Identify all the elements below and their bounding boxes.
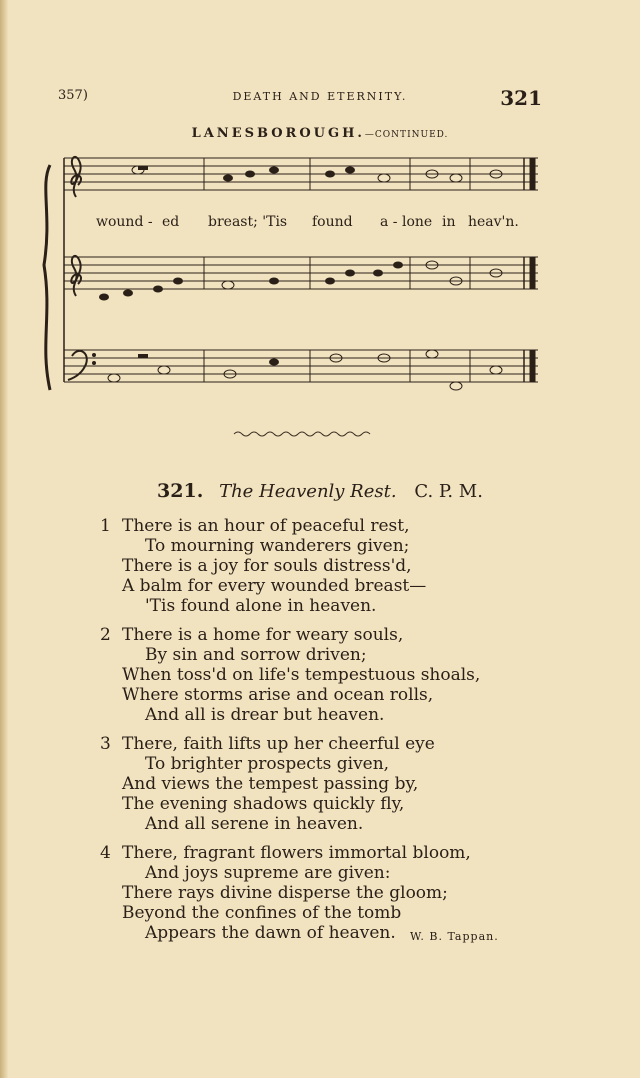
verse-line: Where storms arise and ocean rolls,: [122, 685, 434, 705]
verse-line: And all is drear but heaven.: [145, 705, 385, 725]
author-attribution: W. B. Tappan.: [410, 930, 499, 943]
page-edge: [0, 0, 8, 1078]
verse-line: And joys supreme are given:: [145, 863, 391, 883]
note: [153, 286, 163, 293]
stanza-1: [100, 516, 540, 616]
hymn-heading: [0, 480, 640, 502]
note: [158, 366, 170, 374]
hymn-meter: C. P. M.: [414, 481, 483, 502]
lyric-syllable: wound -: [96, 214, 153, 230]
tune-continued: —CONTINUED.: [364, 130, 449, 140]
staff-2: [64, 257, 538, 289]
note: [173, 278, 183, 285]
note: [426, 350, 438, 358]
bass-clef: [68, 351, 87, 380]
stanza-number: 3: [100, 734, 111, 754]
stanza-number: 1: [100, 516, 111, 536]
tune-name: [0, 122, 640, 141]
tune-title: LANESBOROUGH.: [191, 126, 365, 141]
music-lyric-line: [38, 214, 558, 234]
note: [325, 171, 335, 178]
lyric-syllable: in: [442, 214, 456, 230]
note: [373, 270, 383, 277]
note: [245, 171, 255, 178]
lyric-syllable: heav'n.: [468, 214, 519, 230]
note: [269, 167, 279, 174]
verse-line: There, faith lifts up her cheerful eye: [122, 734, 435, 754]
note: [345, 270, 355, 277]
note: [490, 366, 502, 374]
verse-line: There is a joy for souls distress'd,: [122, 556, 412, 576]
stanza-number: 4: [100, 843, 111, 863]
verse-line: There is an hour of peaceful rest,: [122, 516, 410, 536]
treble-clef-1: [71, 157, 81, 197]
note: [222, 281, 234, 289]
page-number: 321: [500, 86, 542, 110]
verse-line: There is a home for weary souls,: [122, 625, 404, 645]
verse-line: Appears the dawn of heaven.: [145, 923, 396, 943]
header-left-number: 357): [58, 88, 88, 103]
verse-line: To brighter prospects given,: [145, 754, 390, 774]
verse-line: When toss'd on life's tempestuous shoals,: [122, 665, 481, 685]
note: [450, 382, 462, 390]
note: [345, 167, 355, 174]
verse-line: A balm for every wounded breast—: [122, 576, 427, 596]
note: [99, 294, 109, 301]
note: [450, 174, 462, 182]
hymn-number: 321.: [157, 480, 204, 502]
music-score: [38, 145, 558, 405]
rest: [138, 354, 148, 358]
note: [223, 175, 233, 182]
hymn-title: The Heavenly Rest.: [219, 481, 397, 502]
note: [123, 290, 133, 297]
verse-line: To mourning wanderers given;: [145, 536, 410, 556]
verse-line: And views the tempest passing by,: [122, 774, 419, 794]
verse-line: There rays divine disperse the gloom;: [122, 883, 448, 903]
hymn-stanzas: [100, 516, 540, 952]
verse-line: 'Tis found alone in heaven.: [145, 596, 377, 616]
verse-line: By sin and sorrow driven;: [145, 645, 367, 665]
note: [108, 374, 120, 382]
system-brace: [44, 165, 50, 390]
note: [269, 359, 279, 366]
bar-lines: [64, 158, 535, 382]
notes: [99, 166, 502, 390]
header-section-title: DEATH AND ETERNITY.: [232, 90, 408, 103]
staff-3: [64, 350, 538, 382]
verse-line: The evening shadows quickly fly,: [122, 794, 405, 814]
lyric-syllable: breast; 'Tis: [208, 214, 288, 230]
note: [269, 278, 279, 285]
treble-clef-2: [71, 256, 81, 296]
lyric-syllable: lone: [402, 214, 433, 230]
lyric-syllable: ed: [162, 214, 180, 230]
stanza-number: 2: [100, 625, 111, 645]
note: [378, 174, 390, 182]
stanza-3: [100, 734, 540, 834]
ornamental-divider: [232, 428, 372, 440]
note: [393, 262, 403, 269]
verse-line: Beyond the confines of the tomb: [122, 903, 402, 923]
lyric-syllable: found: [312, 214, 353, 230]
stanza-4: [100, 843, 540, 943]
lyric-syllable: a -: [380, 214, 398, 230]
verse-line: And all serene in heaven.: [145, 814, 364, 834]
note: [325, 278, 335, 285]
running-header: [0, 86, 640, 110]
verse-line: There, fragrant flowers immortal bloom,: [122, 843, 471, 863]
stanza-2: [100, 625, 540, 725]
rest: [138, 166, 148, 170]
